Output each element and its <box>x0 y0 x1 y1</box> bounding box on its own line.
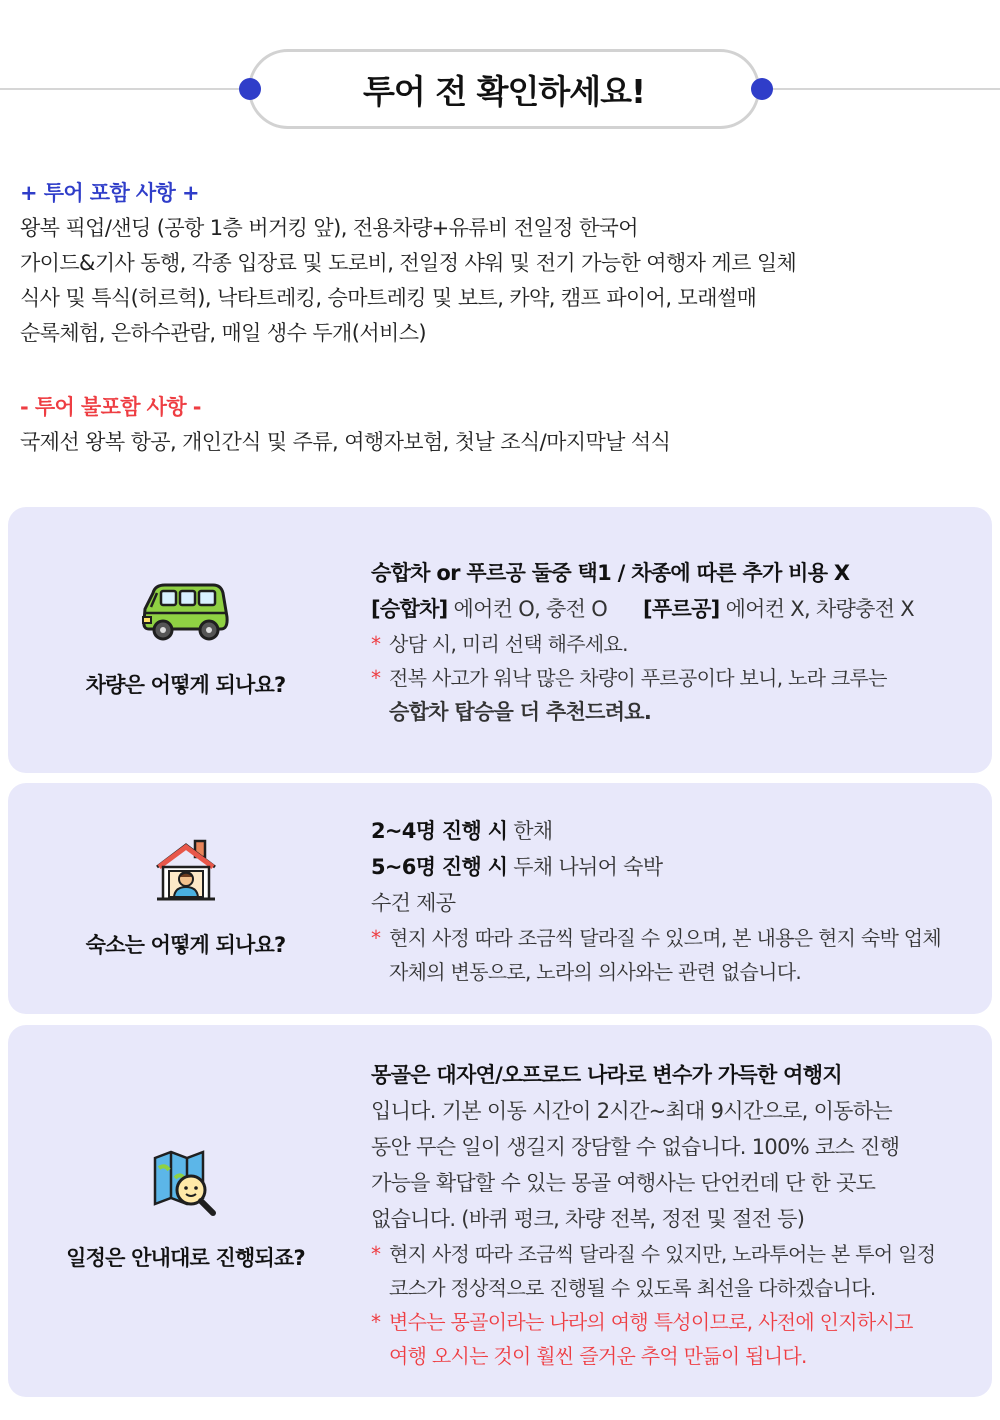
answer-line: 가능을 확답할 수 있는 몽골 여행사는 단언컨데 단 한 곳도 <box>371 1171 876 1195</box>
faq-question-block <box>8 1025 363 1397</box>
answer-line: 동안 무슨 일이 생길지 장담할 수 없습니다. 100% 코스 진행 <box>371 1135 900 1159</box>
answer-note <box>371 1237 974 1271</box>
included-line: 순록체험, 은하수관람, 매일 생수 두개(서비스) <box>20 321 426 345</box>
answer-note <box>371 921 974 955</box>
answer-bold: 2~4명 진행 시 <box>371 819 508 843</box>
answer-note-cont: 자체의 변동으로, 노라의 의사와는 관련 없습니다. <box>389 960 802 984</box>
included-heading: + 투어 포함 사항 + <box>20 181 199 205</box>
header-dot-left <box>239 78 261 100</box>
excluded-heading: - 투어 불포함 사항 - <box>20 395 201 419</box>
header-dot-right <box>751 78 773 100</box>
faq-question: 차량은 어떻게 되나요? <box>85 673 286 697</box>
answer-line <box>371 849 974 885</box>
van-desc: 에어컨 O, 충전 O <box>447 597 608 621</box>
answer-note-bold: 승합차 탑승을 더 추천드려요. <box>389 700 652 724</box>
house-icon <box>153 839 219 907</box>
purgon-desc: 에어컨 X, 차량충전 X <box>719 597 914 621</box>
note-text: 전복 사고가 워낙 많은 차량이 푸르공이다 보니, 노라 크루는 <box>389 666 887 690</box>
faq-card-schedule <box>8 1025 992 1397</box>
note-text: 현지 사정 따라 조금씩 달라질 수 있지만, 노라투어는 본 투어 일정 <box>389 1242 936 1266</box>
note-text: 상담 시, 미리 선택 해주세요. <box>389 632 628 656</box>
included-line: 식사 및 특식(허르헉), 낙타트레킹, 승마트레킹 및 보트, 카약, 캠프 파이어, 모래썰매 <box>20 286 757 310</box>
faq-card-vehicle <box>8 507 992 773</box>
map-search-icon <box>151 1150 221 1220</box>
note-text: 변수는 몽골이라는 나라의 여행 특성이므로, 사전에 인지하시고 <box>389 1310 913 1334</box>
answer-line: 입니다. 기본 이동 시간이 2시간~최대 9시간으로, 이동하는 <box>371 1099 892 1123</box>
tour-info-section <box>20 175 980 460</box>
faq-answer-block <box>371 1057 974 1373</box>
note-asterisk: * <box>371 926 381 950</box>
purgon-label: [푸르공] <box>643 597 720 621</box>
answer-line: 없습니다. (바퀴 펑크, 차량 전복, 정전 및 절전 등) <box>371 1207 805 1231</box>
answer-text: 한채 <box>507 819 553 843</box>
included-line: 가이드&기사 동행, 각종 입장료 및 도로비, 전일정 샤워 및 전기 가능한 여행자 게르 일체 <box>20 251 797 275</box>
note-asterisk: * <box>371 1310 381 1334</box>
note-asterisk: * <box>371 666 381 690</box>
faq-question: 숙소는 어떻게 되나요? <box>85 932 286 957</box>
answer-text: 두채 나뉘어 숙박 <box>507 855 663 879</box>
note-text: 현지 사정 따라 조금씩 달라질 수 있으며, 본 내용은 현지 숙박 업체 <box>389 926 942 950</box>
van-icon <box>141 581 231 647</box>
answer-line: 승합차 or 푸르공 둘중 택1 / 차종에 따른 추가 비용 X <box>371 561 850 585</box>
answer-note <box>371 627 974 661</box>
included-line: 왕복 픽업/샌딩 (공항 1층 버거킹 앞), 전용차량+유류비 전일정 한국어 <box>20 216 638 240</box>
note-asterisk: * <box>371 632 381 656</box>
answer-line <box>371 591 974 627</box>
excluded-line: 국제선 왕복 항공, 개인간식 및 주류, 여행자보험, 첫날 조식/마지막날 석식 <box>20 430 671 454</box>
answer-note <box>371 661 974 695</box>
faq-question: 일정은 안내대로 진행되죠? <box>66 1246 305 1270</box>
answer-line: 몽골은 대자연/오프로드 나라로 변수가 가득한 여행지 <box>371 1063 842 1087</box>
faq-answer-block <box>371 813 974 989</box>
answer-bold: 5~6명 진행 시 <box>371 855 508 879</box>
page-title: 투어 전 확인하세요! <box>248 49 760 129</box>
faq-answer-block <box>371 555 974 729</box>
faq-card-lodging <box>8 783 992 1014</box>
answer-line: 수건 제공 <box>371 891 456 915</box>
answer-note-cont: 코스가 정상적으로 진행될 수 있도록 최선을 다하겠습니다. <box>389 1276 876 1300</box>
answer-line <box>371 813 974 849</box>
answer-note-warning <box>371 1305 974 1339</box>
van-label: [승합차] <box>371 597 448 621</box>
faq-question-block <box>8 783 363 1014</box>
answer-note-warning-cont: 여행 오시는 것이 훨씬 즐거운 추억 만듦이 됩니다. <box>389 1344 807 1368</box>
note-asterisk: * <box>371 1242 381 1266</box>
faq-question-block <box>8 507 363 773</box>
